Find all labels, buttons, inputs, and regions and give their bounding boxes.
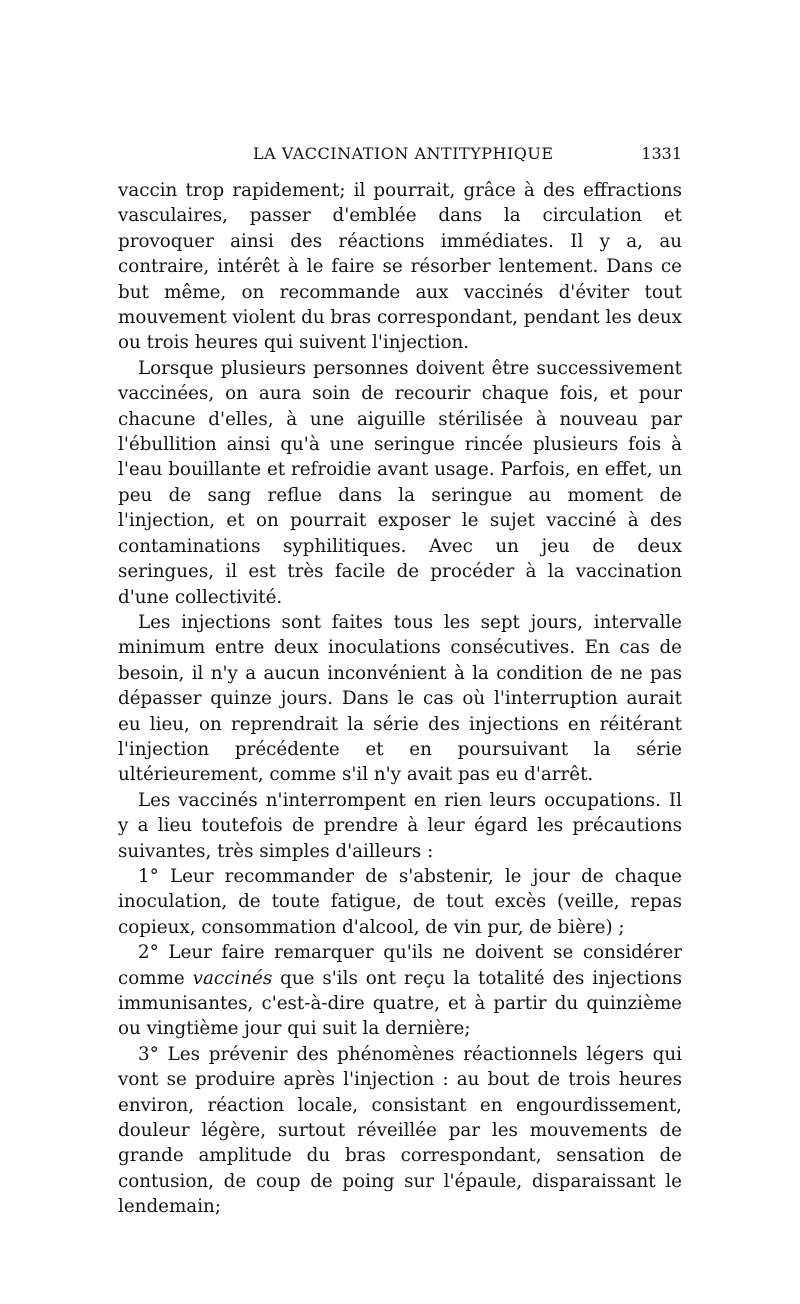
paragraph-syringes: Lorsque plusieurs personnes doivent être successivement vaccinées, on aura soin de recourir chaque fois, et pour chacune d'elles, à une aiguille stérilisée à nouveau par l'ébullition ainsi qu'à une seringue rincée plusieurs fois à l'eau bouillante et refroidie avant usage. Parfois, en effet, un peu de sang reflue dans la seringue au moment de l'injection, et on pourrait exposer le sujet vacciné à des contaminations syphilitiques. Avec un jeu de deux seringues, il est très facile de procéder à la vaccination d'une collectivité. bbox=[118, 357, 682, 608]
body-text bbox=[118, 178, 682, 1220]
item-2-text-end: que s'ils ont reçu la totalité des injections immunisantes, c'est-à-dire quatre, et à partir du quinzième ou vingtième jour qui suit la dernière; bbox=[118, 967, 682, 1040]
item-2-emphasis: vaccinés bbox=[192, 967, 273, 989]
precaution-item-2 bbox=[118, 940, 682, 1042]
paragraph-schedule: Les injections sont faites tous les sept jours, intervalle minimum entre deux inoculations consécutives. En cas de besoin, il n'y a aucun inconvénient à la condition de ne pas dépasser quinze jours. Dans le cas où l'interruption aurait eu lieu, on reprendrait la série des injections en réitérant l'injection précédente et en poursuivant la série ultérieurement, comme s'il n'y avait pas eu d'arrêt. bbox=[118, 611, 682, 786]
precaution-item-3: 3° Les prévenir des phénomènes réactionnels légers qui vont se produire après l'injection : au bout de trois heures environ, réaction locale, consistant en engourdissement, douleur légère, surtout réveillée par les mouvements de grande amplitude du bras correspondant, sensation de contusion, de coup de poing sur l'épaule, disparaissant le lendemain; bbox=[118, 1043, 682, 1218]
paragraph-precautions-intro: Les vaccinés n'interrompent en rien leurs occupations. Il y a lieu toutefois de prendre à leur égard les précautions suivantes, très simples d'ailleurs : bbox=[118, 789, 682, 862]
page-header bbox=[118, 144, 682, 172]
running-title: LA VACCINATION ANTITYPHIQUE bbox=[253, 144, 554, 163]
item-2-text-start: 2° Leur faire remarquer qu'ils ne doivent se considérer comme bbox=[118, 942, 682, 989]
page-number: 1331 bbox=[641, 144, 682, 163]
precaution-item-1: 1° Leur recommander de s'abstenir, le jour de chaque inoculation, de toute fatigue, de tout excès (veille, repas copieux, consommation d'alcool, de vin pur, de bière) ; bbox=[118, 865, 682, 938]
paragraph-continuation: vaccin trop rapidement; il pourrait, grâce à des effractions vasculaires, passer d'emblée dans la circulation et provoquer ainsi des réactions immédiates. Il y a, au contraire, intérêt à le faire se résorber lentement. Dans ce but même, on recommande aux vaccinés d'éviter tout mouvement violent du bras correspondant, pendant les deux ou trois heures qui suivent l'injection. bbox=[118, 180, 682, 354]
